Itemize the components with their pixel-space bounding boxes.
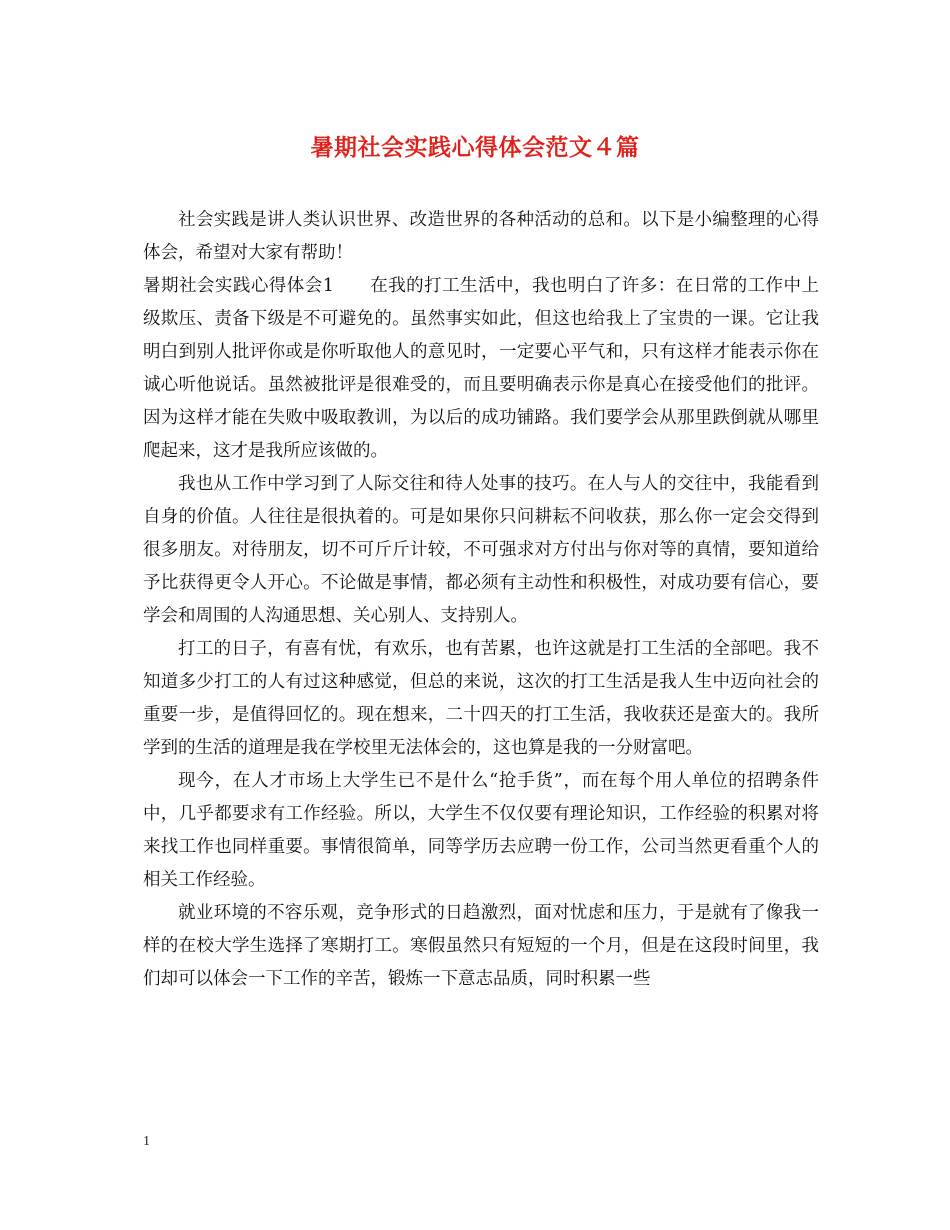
paragraph-experience-1: 暑期社会实践心得体会1 在我的打工生活中，我也明白了许多：在日常的工作中上级欺压、责备下级是不可避免的。虽然事实如此，但这也给我上了宝贵的一课。它让我明白到别人批评你或是你听取他人的意见时，一定要心平气和，只有这样才能表示你在诚心听他说话。虽然被批评是很难受的，而且要明确表示你是真心在接受他们的批评。因为这样才能在失败中吸取教训，为以后的成功铺路。我们要学会从那里跌倒就从哪里爬起来，这才是我所应该做的。 (143, 276, 819, 461)
paragraph-interpersonal: 我也从工作中学习到了人际交往和待人处事的技巧。在人与人的交往中，我能看到自身的价值。人往往是很执着的。可是如果你只问耕耘不问收获，那么你一定会交得到很多朋友。对待朋友，切不可斤斤计较，不可强求对方付出与你对等的真情，要知道给予比获得更令人开心。不论做是事情，都必须有主动性和积极性，对成功要有信心，要学会和周围的人沟通思想、关心别人、支持别人。 (143, 474, 819, 626)
paragraph-employment: 就业环境的不容乐观，竞争形式的日趋激烈，面对忧虑和压力，于是就有了像我一样的在校大学生选择了寒期打工。寒假虽然只有短短的一个月，但是在这段时间里，我们却可以体会一下工作的辛苦，锻炼一下意志品质，同时积累一些 (143, 903, 819, 989)
page-number: 1 (143, 1134, 150, 1149)
document-body (143, 204, 819, 996)
paragraph-job-market: 现今，在人才市场上大学生已不是什么“抢手货”，而在每个用人单位的招聘条件中，几乎都要求有工作经验。所以，大学生不仅仅要有理论知识，工作经验的积累对将来找工作也同样重要。事情很简单，同等学历去应聘一份工作，公司当然更看重个人的相关工作经验。 (143, 771, 819, 890)
paragraph-work-days: 打工的日子，有喜有忧，有欢乐，也有苦累，也许这就是打工生活的全部吧。我不知道多少打工的人有过这种感觉，但总的来说，这次的打工生活是我人生中迈向社会的重要一步，是值得回忆的。现在想来，二十四天的打工生活，我收获还是蛮大的。我所学到的生活的道理是我在学校里无法体会的，这也算是我的一分财富吧。 (143, 639, 819, 758)
document-title: 暑期社会实践心得体会范文４篇 (310, 134, 640, 161)
paragraph-intro: 社会实践是讲人类认识世界、改造世界的各种活动的总和。以下是小编整理的心得体会，希望对大家有帮助！ (143, 210, 819, 263)
